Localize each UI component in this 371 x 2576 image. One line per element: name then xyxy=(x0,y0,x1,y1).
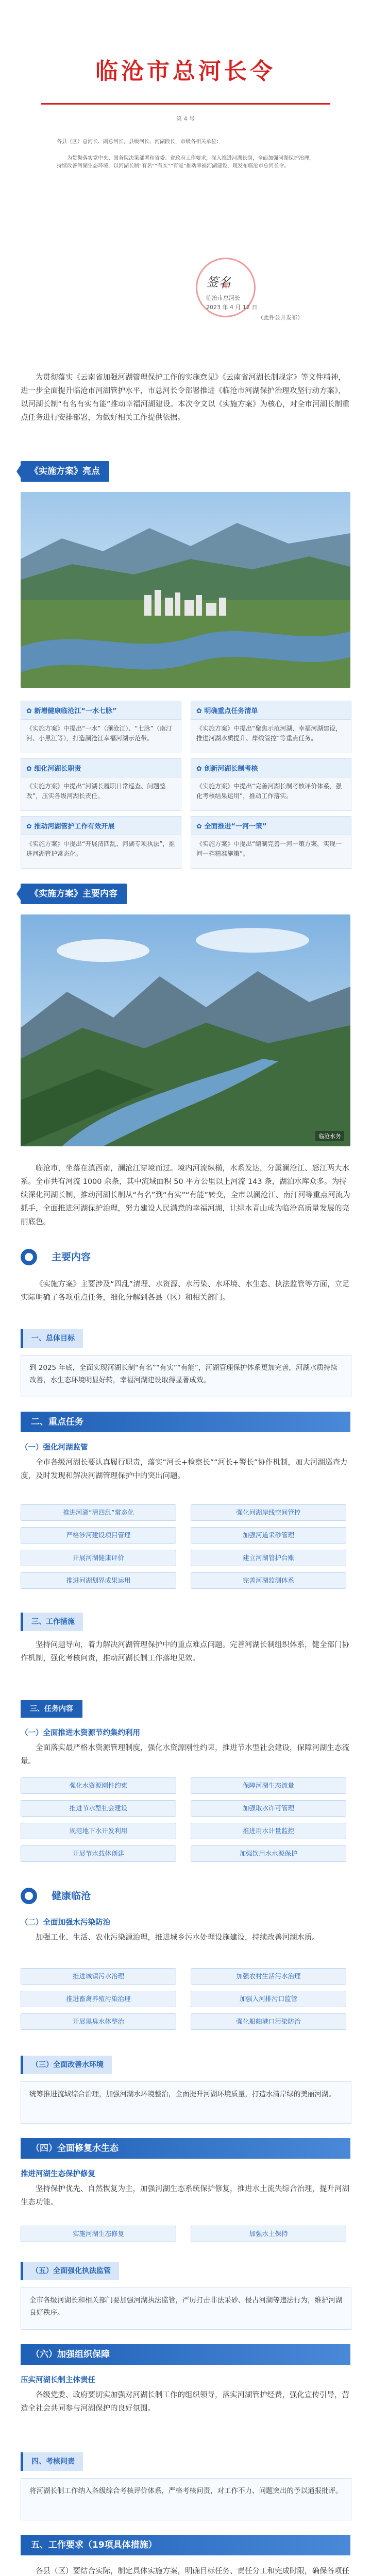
task-bar-6: （六）加强组织保障 xyxy=(21,2344,350,2365)
red-divider xyxy=(41,103,330,105)
highlight-card-text: 《实施方案》中提出“聚焦示范河湖、幸福河湖建设，推进河湖水质提升、岸线管控”等重点任务。 xyxy=(196,725,342,742)
city-river-photo xyxy=(21,492,350,688)
assessment-box xyxy=(21,2478,351,2520)
highlight-card xyxy=(191,816,351,869)
enforcement-box xyxy=(21,2287,351,2330)
task-text-1: 全市各级河湖长要认真履行职责，落实“河长+检察长”“河长+警长”协作机制，加大河湖巡查力度，及时发现和解决河湖管理保护中的突出问题。 xyxy=(21,1459,348,1480)
task-pill: 推进河湖“清四乱”常态化 xyxy=(21,1504,176,1521)
order-greeting: 各县（区）总河长、副总河长，县级河长、河湖段长，市级各相关单位： xyxy=(57,139,222,145)
highlight-card-title: ✿ 细化河湖长职责 xyxy=(21,759,181,777)
signature: 签名 xyxy=(206,275,231,290)
order-title: 临沧市总河长令 xyxy=(95,58,276,84)
highlight-card xyxy=(191,758,351,811)
task-pill: 保障河湖生态流量 xyxy=(191,1777,346,1794)
watermark: 临沧水务 xyxy=(315,1131,344,1141)
goal-text: 到 2025 年底，全面实现河湖长制“有名”“有实”“有能”，河湖管理保护体系更加完善，河湖水质持续改善，水生态环境明显好转，幸福河湖建设取得显著成效。 xyxy=(29,1364,338,1384)
task-subhead-5: 推进河湖生态保护修复 xyxy=(21,2170,95,2178)
highlight-card xyxy=(21,701,181,753)
section-tag-main-content: 《实施方案》主要内容 xyxy=(21,884,127,904)
task-subhead-4: （二）全面加强水污染防治 xyxy=(21,1919,110,1927)
highlight-card-title: ✿ 全面推进“一河一策” xyxy=(191,817,351,835)
intro-paragraph: 为贯彻落实《云南省加强河湖管理保护工作的实施意见》《云南省河湖长制规定》等文件精神，进一步全面提升临沧市河湖管护水平，市总河长令部署推进《临沧市河湖保护治理攻坚行动方案》，以河湖长制“有名有实有能”推动幸福河湖建设。本次令文以《实施方案》为核心，对全市河湖长制重点任务进行安排部署，为做好相关工作提供依据。 xyxy=(21,374,350,422)
task-pill: 加强取水许可管理 xyxy=(191,1800,346,1817)
task-pill: 推进节水型社会建设 xyxy=(21,1800,176,1817)
highlight-card xyxy=(21,758,181,811)
measures-text: 坚持问题导向，着力解决河湖管理保护中的重点难点问题。完善河湖长制组织体系，健全部门协作机制，强化考核问责，推动河湖长制工作落地见效。 xyxy=(21,1641,349,1663)
section-tag-highlights: 《实施方案》亮点 xyxy=(21,461,109,482)
main-content-paragraph: 《实施方案》主要涉及“四乱”清理、水资源、水污染、水环境、水生态、执法监管等方面，立足实际明确了各项重点任务，细化分解到各县（区）和相关部门。 xyxy=(21,1280,350,1302)
goal-box xyxy=(21,1355,351,1397)
highlight-card-text: 《实施方案》中提出“完善河湖长制考核评价体系，强化考核结果运用”，推动工作落实。 xyxy=(196,783,342,800)
section-heading-text: 主要内容 xyxy=(52,1251,91,1263)
measures-label: 三、工作措施 xyxy=(21,1613,83,1631)
section-heading-text: 健康临沧 xyxy=(52,1890,91,1902)
task-bar-1: 二、重点任务 xyxy=(21,1412,350,1432)
task-pill: 强化船舶港口污染防治 xyxy=(191,2013,346,2030)
environment-label: （三）全面改善水环境 xyxy=(21,2056,112,2074)
highlight-card xyxy=(191,701,351,753)
task-pill: 强化水资源刚性约束 xyxy=(21,1777,176,1794)
task-pill-grid-3 xyxy=(21,1777,350,1870)
highlight-card-text: 《实施方案》中提出“河湖长履职日常巡查、问题整改”，压实各级河湖长责任。 xyxy=(26,783,166,800)
order-body: 为贯彻落实党中央、国务院决策部署和省委、省政府工作要求，深入推进河湖长制，全面加强河湖保护治理，持续改善河湖生态环境，以河湖长制“有名”“有实”“有能”推动幸福河湖建设，现发布临沧市总河长令。 xyxy=(57,156,314,169)
highlight-card-text: 《实施方案》中提出“开展清四乱、河湖专项执法”，推进河湖管护常态化。 xyxy=(26,840,175,857)
order-tail-note: （此件公开发布） xyxy=(258,314,303,321)
task-text-3: 全面落实最严格水资源管理制度，强化水资源刚性约束，推进节水型社会建设，保障河湖生态流量。 xyxy=(21,1744,349,1766)
assessment-label: 四、考核问责 xyxy=(21,2452,83,2471)
order-date: 2023 年 4 月 12 日 xyxy=(206,304,258,311)
doc-number: 第 4 号 xyxy=(176,115,195,122)
task-pill: 加强农村生活污水治理 xyxy=(191,1968,346,1985)
mountain-valley-photo xyxy=(21,914,350,1146)
task-pill: 推进河湖划界成果运用 xyxy=(21,1572,176,1589)
circle-bullet-icon xyxy=(21,1888,37,1904)
environment-box xyxy=(21,2081,351,2124)
task-pill: 开展河湖健康评价 xyxy=(21,1550,176,1566)
task-section-tag: 三、任务内容 xyxy=(21,1700,82,1718)
task-bar-5: （四）全面修复水生态 xyxy=(21,2138,350,2159)
task-subhead-1: （一）强化河湖监管 xyxy=(21,1444,88,1452)
task-text-4: 加强工业、生活、农业污染源治理，推进城乡污水处理设施建设，持续改善河湖水质。 xyxy=(36,1934,319,1942)
task-pill: 建立河湖管护台账 xyxy=(191,1550,346,1566)
task-pill: 完善河湖监测体系 xyxy=(191,1572,346,1589)
task-pill: 加强河道采砂管理 xyxy=(191,1527,346,1544)
highlights-grid xyxy=(21,701,350,871)
task-pill: 推进城镇污水治理 xyxy=(21,1968,176,1985)
highlight-card-text: 《实施方案》中提出“一水”（澜沧江）、“七脉”（南汀河、小黑江等），打造澜沧江幸福河湖示范带。 xyxy=(26,725,172,742)
task-pill: 严格涉河建设项目管理 xyxy=(21,1527,176,1544)
task-pill-grid-5 xyxy=(21,2226,350,2246)
task-text-5: 坚持保护优先、自然恢复为主，加强河湖生态系统保护修复，推进水土流失综合治理，提升河湖生态功能。 xyxy=(21,2185,349,2207)
task-pill-grid-1 xyxy=(21,1504,350,1597)
highlight-card xyxy=(21,816,181,869)
task-pill: 实施河湖生态修复 xyxy=(21,2226,176,2242)
region-paragraph: 临沧市，坐落在滇西南，澜沧江穿境而过。境内河流纵横，水系发达，分属澜沧江、怒江两大水系。全市共有河流 1000 余条，其中流域面积 50 平方公里以上河流 143 条，湖泊水库众多。为持续深化河湖长制，推动河湖长制从“有名”到“有实”“有能”转变，全市以澜沧江、南汀河等重点河流为抓手，全面推进河湖保护治理，努力建设人民满意的幸福河湖，让绿水青山成为临沧高质量发展的亮丽底色。 xyxy=(21,1164,350,1226)
task-pill-grid-4 xyxy=(21,1968,350,2040)
task-pill: 加强饮用水水源保护 xyxy=(191,1845,346,1862)
task-pill: 开展节水载体创建 xyxy=(21,1845,176,1862)
section-main-content-heading xyxy=(21,1247,91,1267)
task-text-7: 各县（区）要结合实际，制定具体实施方案，明确目标任务、责任分工和完成时限，确保各项任 xyxy=(36,2567,349,2575)
circle-bullet-icon xyxy=(21,1249,37,1265)
task-pill: 开展黑臭水体整治 xyxy=(21,2013,176,2030)
task-text-6: 各级党委、政府要切实加强对河湖长制工作的组织领导，落实河湖管护经费，强化宣传引导，营造全社会共同参与河湖保护的良好氛围。 xyxy=(21,2391,349,2413)
highlight-card-title: ✿ 创新河湖长制考核 xyxy=(191,759,351,777)
section-healthy-lincang-heading xyxy=(21,1886,91,1906)
task-pill: 强化河湖岸线空间管控 xyxy=(191,1504,346,1521)
task-subhead-3: （一）全面推进水资源节约集约利用 xyxy=(21,1729,140,1737)
highlight-card-text: 《实施方案》中提出“编制完善一河一策方案，实现一河一档精准施策”。 xyxy=(196,840,342,857)
task-pill: 加强入河排污口监管 xyxy=(191,1991,346,2007)
highlight-card-title: ✿ 推动河湖管护工作有效开展 xyxy=(21,817,181,835)
highlight-card-title: ✿ 明确重点任务清单 xyxy=(191,701,351,720)
sign-title: 临沧市总河长 xyxy=(206,295,240,301)
goal-label: 一、总体目标 xyxy=(21,1329,83,1348)
task-pill: 加强水土保持 xyxy=(191,2226,346,2242)
environment-text: 统筹推进流域综合治理，加强河湖水环境整治，全面提升河湖环境质量，打造水清岸绿的美丽河湖。 xyxy=(29,2090,335,2098)
enforcement-text: 全市各级河湖长和相关部门要加强河湖执法监管，严厉打击非法采砂、侵占河湖等违法行为，维护河湖良好秩序。 xyxy=(29,2296,343,2317)
task-bar-7: 五、工作要求（19项具体措施） xyxy=(21,2535,350,2555)
enforcement-label: （五）全面强化执法监管 xyxy=(21,2262,119,2280)
task-subhead-6: 压实河湖长制主体责任 xyxy=(21,2376,95,2384)
task-pill: 推进用水计量监控 xyxy=(191,1823,346,1839)
task-pill: 规范地下水开发利用 xyxy=(21,1823,176,1839)
assessment-text: 将河湖长制工作纳入各级综合考核评价体系，严格考核问责，对工作不力、问题突出的予以通报批评。 xyxy=(29,2487,343,2495)
task-pill: 推进畜禽养殖污染治理 xyxy=(21,1991,176,2007)
highlight-card-title: ✿ 新增健康临沧江“一水七脉” xyxy=(21,701,181,720)
